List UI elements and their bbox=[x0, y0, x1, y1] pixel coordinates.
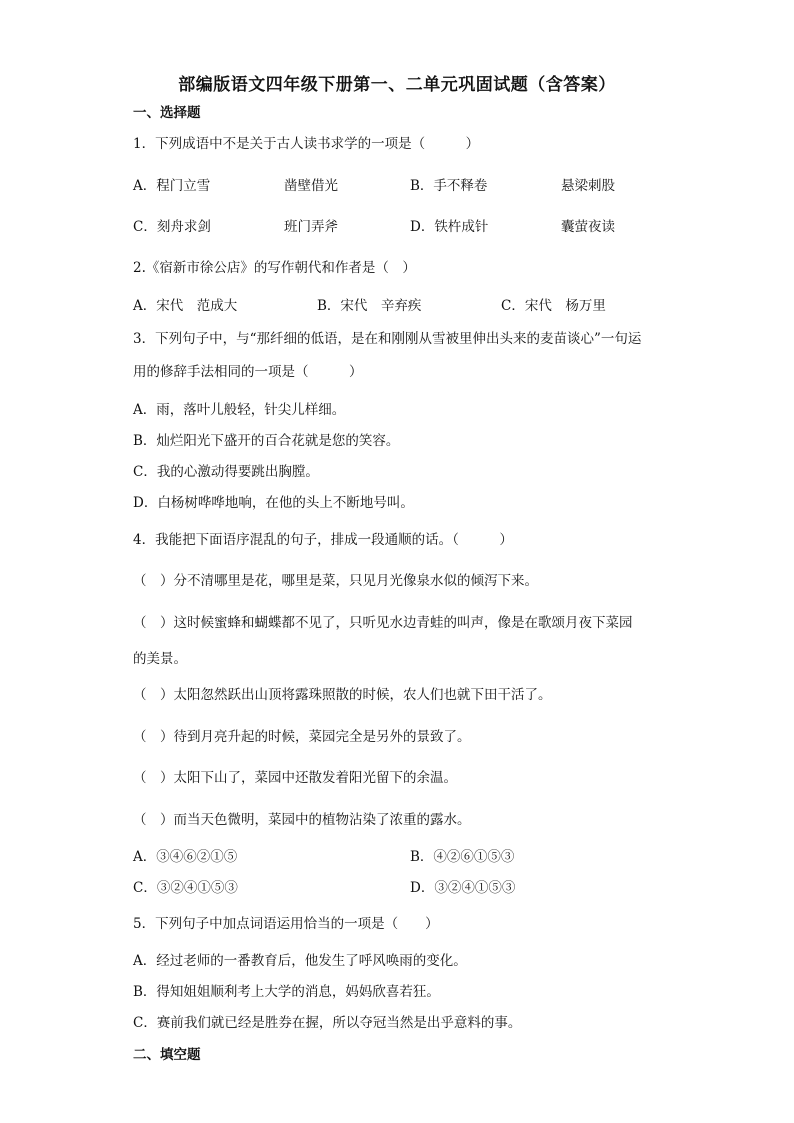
question-5-stem: 5．下列句子中加点词语运用恰当的一项是（ ） bbox=[133, 916, 439, 932]
section-heading-choice: 一、选择题 bbox=[133, 105, 201, 121]
question-2-option-a: A．宋代 范成大 bbox=[133, 298, 238, 314]
page-title: 部编版语文四年级下册第一、二单元巩固试题（含答案） bbox=[178, 75, 616, 95]
question-4-sentence-6: （ ）而当天色微明，菜园中的植物沾染了浓重的露水。 bbox=[133, 812, 471, 828]
question-1-option-a-2: 凿壁借光 bbox=[284, 178, 338, 194]
question-1-option-b: B．手不释卷 bbox=[410, 178, 488, 194]
section-heading-fill: 二、填空题 bbox=[133, 1047, 201, 1063]
question-4-sentence-2-cont: 的美景。 bbox=[133, 651, 187, 667]
question-4-sentence-4: （ ）待到月亮升起的时候，菜园完全是另外的景致了。 bbox=[133, 729, 471, 745]
question-3-option-c: C．我的心激动得要跳出胸膛。 bbox=[133, 464, 319, 480]
question-3-option-b: B．灿烂阳光下盛开的百合花就是您的笑容。 bbox=[133, 433, 400, 449]
question-4-option-b: B．④②⑥①⑤③ bbox=[410, 849, 515, 865]
question-5-option-b: B．得知姐姐顺利考上大学的消息，妈妈欣喜若狂。 bbox=[133, 984, 440, 1000]
question-3-option-d: D．白杨树哗哗地响，在他的头上不断地号叫。 bbox=[133, 495, 414, 511]
question-4-sentence-5: （ ）太阳下山了，菜园中还散发着阳光留下的余温。 bbox=[133, 770, 457, 786]
question-1-option-d: D．铁杵成针 bbox=[410, 219, 489, 235]
question-1-option-c-2: 班门弄斧 bbox=[284, 219, 338, 235]
question-1-option-c: C．刻舟求剑 bbox=[133, 219, 211, 235]
question-3-stem-line-2: 用的修辞手法相同的一项是（ ） bbox=[133, 364, 363, 380]
question-4-sentence-3: （ ）太阳忽然跃出山顶将露珠照散的时候，农人们也就下田干活了。 bbox=[133, 687, 552, 703]
question-1-stem: 1．下列成语中不是关于古人读书求学的一项是（ ） bbox=[133, 136, 480, 152]
question-4-option-c: C．③②④①⑤③ bbox=[133, 880, 238, 896]
question-3-stem-line-1: 3．下列句子中，与“那纤细的低语，是在和刚刚从雪被里伸出头来的麦苗谈心”一句运 bbox=[133, 331, 642, 347]
question-4-option-d: D．③②④①⑤③ bbox=[410, 880, 516, 896]
question-5-option-a: A．经过老师的一番教育后，他发生了呼风唤雨的变化。 bbox=[133, 953, 467, 969]
question-2-option-b: B．宋代 辛弃疾 bbox=[317, 298, 422, 314]
question-2-option-c: C．宋代 杨万里 bbox=[501, 298, 606, 314]
question-1-option-b-2: 悬梁刺股 bbox=[561, 178, 615, 194]
question-4-stem: 4．我能把下面语序混乱的句子，排成一段通顺的话。（ ） bbox=[133, 532, 513, 548]
question-5-option-c: C．赛前我们就已经是胜券在握，所以夺冠当然是出乎意料的事。 bbox=[133, 1015, 522, 1031]
question-4-sentence-2: （ ）这时候蜜蜂和蝴蝶都不见了，只听见水边青蛙的叫声，像是在歌颂月夜下菜园 bbox=[133, 615, 633, 631]
question-4-sentence-1: （ ）分不清哪里是花，哪里是菜，只见月光像泉水似的倾泻下来。 bbox=[133, 573, 538, 589]
question-3-option-a: A．雨，落叶儿般轻，针尖儿样细。 bbox=[133, 402, 346, 418]
question-2-stem: 2.《宿新市徐公店》的写作朝代和作者是（ ） bbox=[133, 260, 416, 276]
question-1-option-d-2: 囊萤夜读 bbox=[561, 219, 615, 235]
question-1-option-a: A．程门立雪 bbox=[133, 178, 211, 194]
question-4-option-a: A．③④⑥②①⑤ bbox=[133, 849, 238, 865]
